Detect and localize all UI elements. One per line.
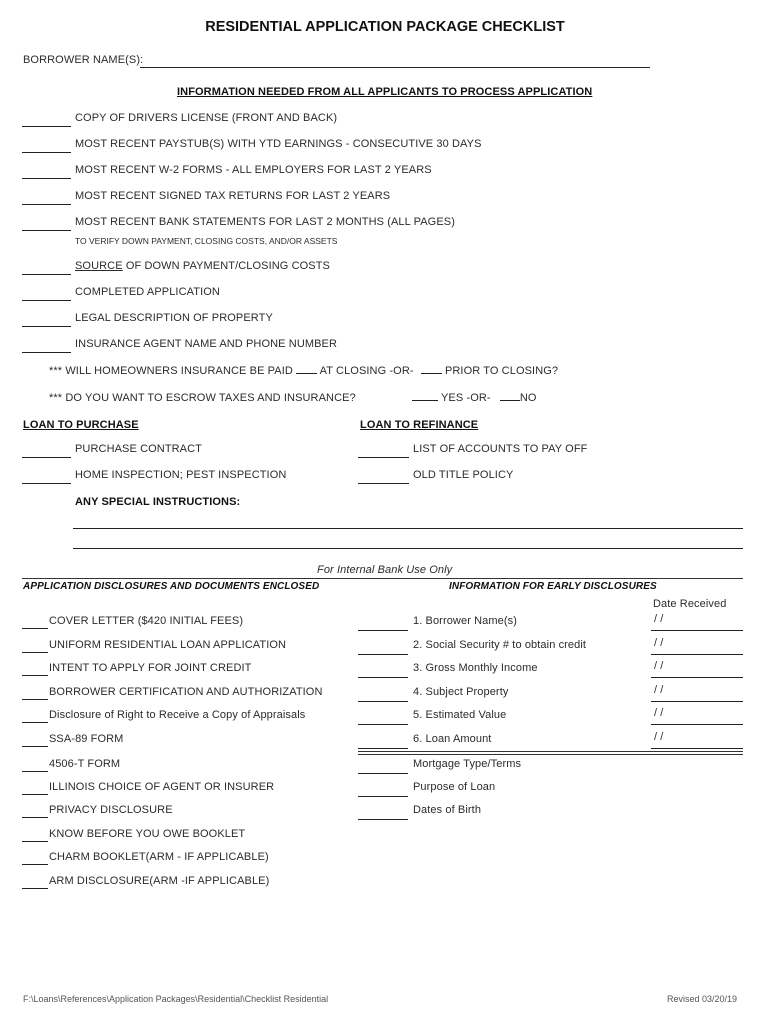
question-text: WILL HOMEOWNERS INSURANCE BE PAID xyxy=(65,365,293,377)
checkbox-line[interactable] xyxy=(358,457,409,458)
checklist-item: MOST RECENT SIGNED TAX RETURNS FOR LAST 2 YEARS xyxy=(75,190,391,202)
checkbox-line[interactable] xyxy=(22,152,71,153)
refinance-item: LIST OF ACCOUNTS TO PAY OFF xyxy=(413,443,588,455)
disclosure-item: ILLINOIS CHOICE OF AGENT OR INSURER xyxy=(49,781,275,793)
checkbox-line[interactable] xyxy=(358,654,408,655)
checkbox-line[interactable] xyxy=(22,628,48,629)
checklist-item: LEGAL DESCRIPTION OF PROPERTY xyxy=(75,312,273,324)
checkbox-line[interactable] xyxy=(358,677,408,678)
checkbox-line[interactable] xyxy=(22,817,48,818)
date-received-field[interactable] xyxy=(651,630,743,631)
checkbox-line[interactable] xyxy=(22,352,71,353)
early-other-item: Purpose of Loan xyxy=(413,781,496,793)
disclosure-item: Disclosure of Right to Receive a Copy of Appraisals xyxy=(49,709,306,721)
stars: *** xyxy=(49,365,63,377)
loan-purchase-heading: LOAN TO PURCHASE xyxy=(23,419,139,431)
date-received-field[interactable] xyxy=(651,748,743,749)
source-word: SOURCE xyxy=(75,260,123,272)
checklist-item: INSURANCE AGENT NAME AND PHONE NUMBER xyxy=(75,338,338,350)
checkbox-line[interactable] xyxy=(22,326,71,327)
checkbox-line[interactable] xyxy=(22,675,48,676)
answer-blank-yes[interactable] xyxy=(412,399,438,401)
date-received-field[interactable] xyxy=(651,677,743,678)
checklist-item: COPY OF DRIVERS LICENSE (FRONT AND BACK) xyxy=(75,112,338,124)
checkbox-line[interactable] xyxy=(358,773,408,774)
disclosure-item: BORROWER CERTIFICATION AND AUTHORIZATION xyxy=(49,686,323,698)
disclosure-item: KNOW BEFORE YOU OWE BOOKLET xyxy=(49,828,246,840)
date-received-field[interactable] xyxy=(651,654,743,655)
disclosure-item: 4506-T FORM xyxy=(49,758,121,770)
answer-blank-prior[interactable] xyxy=(421,372,442,374)
question-text: DO YOU WANT TO ESCROW TAXES AND INSURANCE? xyxy=(65,392,356,404)
checklist-item: MOST RECENT PAYSTUB(S) WITH YTD EARNINGS - CONSECUTIVE 30 DAYS xyxy=(75,138,482,150)
checkbox-line[interactable] xyxy=(358,724,408,725)
checklist-item: COMPLETED APPLICATION xyxy=(75,286,220,298)
purchase-item: PURCHASE CONTRACT xyxy=(75,443,202,455)
early-item: 3. Gross Monthly Income xyxy=(413,662,538,674)
disclosure-item: INTENT TO APPLY FOR JOINT CREDIT xyxy=(49,662,252,674)
disclosure-item: PRIVACY DISCLOSURE xyxy=(49,804,173,816)
date-mark: / / xyxy=(654,660,664,672)
checkbox-line[interactable] xyxy=(22,178,71,179)
internal-use-label: For Internal Bank Use Only xyxy=(317,564,453,576)
option-yes: YES -OR- xyxy=(440,392,491,404)
footer-file-path: F:\Loans\References\Application Packages\Residential\Checklist Residential xyxy=(23,994,329,1004)
checkbox-line[interactable] xyxy=(22,300,71,301)
stars: *** xyxy=(49,392,63,404)
checkbox-line[interactable] xyxy=(22,888,48,889)
checkbox-line[interactable] xyxy=(22,746,48,747)
checkbox-line[interactable] xyxy=(22,841,48,842)
checkbox-line[interactable] xyxy=(22,794,48,795)
loan-refinance-heading: LOAN TO REFINANCE xyxy=(360,419,479,431)
checkbox-line[interactable] xyxy=(22,771,48,772)
early-disclosures-heading: INFORMATION FOR EARLY DISCLOSURES xyxy=(449,581,657,592)
disclosures-heading: APPLICATION DISCLOSURES AND DOCUMENTS ENCLOSED xyxy=(23,581,320,592)
checkbox-line[interactable] xyxy=(22,274,71,275)
early-item: 6. Loan Amount xyxy=(413,733,492,745)
checkbox-line[interactable] xyxy=(358,630,408,631)
footer-revised: Revised 03/20/19 xyxy=(667,994,738,1004)
date-mark: / / xyxy=(654,731,664,743)
checkbox-line[interactable] xyxy=(358,748,408,749)
date-mark: / / xyxy=(654,707,664,719)
answer-blank-at-closing[interactable] xyxy=(296,372,317,374)
disclosure-item: UNIFORM RESIDENTIAL LOAN APPLICATION xyxy=(49,639,287,651)
checkbox-line[interactable] xyxy=(22,652,48,653)
page-title: RESIDENTIAL APPLICATION PACKAGE CHECKLIST xyxy=(205,19,565,35)
disclosure-item: COVER LETTER ($420 INITIAL FEES) xyxy=(49,615,244,627)
checklist-item: MOST RECENT BANK STATEMENTS FOR LAST 2 MONTHS (ALL PAGES) xyxy=(75,216,455,228)
date-received-label: Date Received xyxy=(653,598,727,610)
date-mark: / / xyxy=(654,684,664,696)
option-at-closing: AT CLOSING -OR- xyxy=(319,365,414,377)
borrower-name-field[interactable] xyxy=(140,67,650,68)
early-item: 2. Social Security # to obtain credit xyxy=(413,639,587,651)
separator-line xyxy=(358,754,743,755)
bank-statement-note: TO VERIFY DOWN PAYMENT, CLOSING COSTS, AND/OR ASSETS xyxy=(75,236,338,246)
option-prior: PRIOR TO CLOSING? xyxy=(444,365,559,377)
question-insurance-paid xyxy=(49,365,558,377)
date-received-field[interactable] xyxy=(651,701,743,702)
early-other-item: Dates of Birth xyxy=(413,804,482,816)
checkbox-line[interactable] xyxy=(22,483,71,484)
escrow-answer xyxy=(412,392,537,404)
checkbox-line[interactable] xyxy=(358,701,408,702)
date-mark: / / xyxy=(654,637,664,649)
checkbox-line[interactable] xyxy=(22,457,71,458)
internal-divider xyxy=(22,578,743,579)
refinance-item: OLD TITLE POLICY xyxy=(413,469,514,481)
checklist-item-source xyxy=(75,260,330,272)
source-rest: OF DOWN PAYMENT/CLOSING COSTS xyxy=(122,260,330,272)
disclosure-item: ARM DISCLOSURE(ARM -IF APPLICABLE) xyxy=(49,875,270,887)
special-instructions-line-2[interactable] xyxy=(73,548,743,549)
checklist-item: MOST RECENT W-2 FORMS - ALL EMPLOYERS FOR LAST 2 YEARS xyxy=(75,164,432,176)
early-item: 5. Estimated Value xyxy=(413,709,507,721)
checkbox-line[interactable] xyxy=(22,722,48,723)
separator-line xyxy=(358,751,743,752)
early-item: 4. Subject Property xyxy=(413,686,509,698)
checkbox-line[interactable] xyxy=(358,483,409,484)
date-received-field[interactable] xyxy=(651,724,743,725)
disclosure-item: CHARM BOOKLET(ARM - IF APPLICABLE) xyxy=(49,851,269,863)
early-item: 1. Borrower Name(s) xyxy=(413,615,517,627)
option-no: NO xyxy=(519,392,537,404)
special-instructions-label: ANY SPECIAL INSTRUCTIONS: xyxy=(75,496,241,508)
disclosure-item: SSA-89 FORM xyxy=(49,733,124,745)
checkbox-line[interactable] xyxy=(358,819,408,820)
checkbox-line[interactable] xyxy=(358,796,408,797)
checkbox-line[interactable] xyxy=(22,126,71,127)
section-all-applicants-heading: INFORMATION NEEDED FROM ALL APPLICANTS TO PROCESS APPLICATION xyxy=(177,86,593,98)
checkbox-line[interactable] xyxy=(22,864,48,865)
checkbox-line[interactable] xyxy=(22,699,48,700)
date-mark: / / xyxy=(654,613,664,625)
special-instructions-line-1[interactable] xyxy=(73,528,743,529)
early-other-item: Mortgage Type/Terms xyxy=(413,758,522,770)
borrower-label: BORROWER NAME(S): xyxy=(23,54,144,66)
checkbox-line[interactable] xyxy=(22,230,71,231)
question-escrow xyxy=(49,392,356,404)
purchase-item: HOME INSPECTION; PEST INSPECTION xyxy=(75,469,287,481)
answer-blank-no[interactable] xyxy=(500,399,520,401)
checkbox-line[interactable] xyxy=(22,204,71,205)
